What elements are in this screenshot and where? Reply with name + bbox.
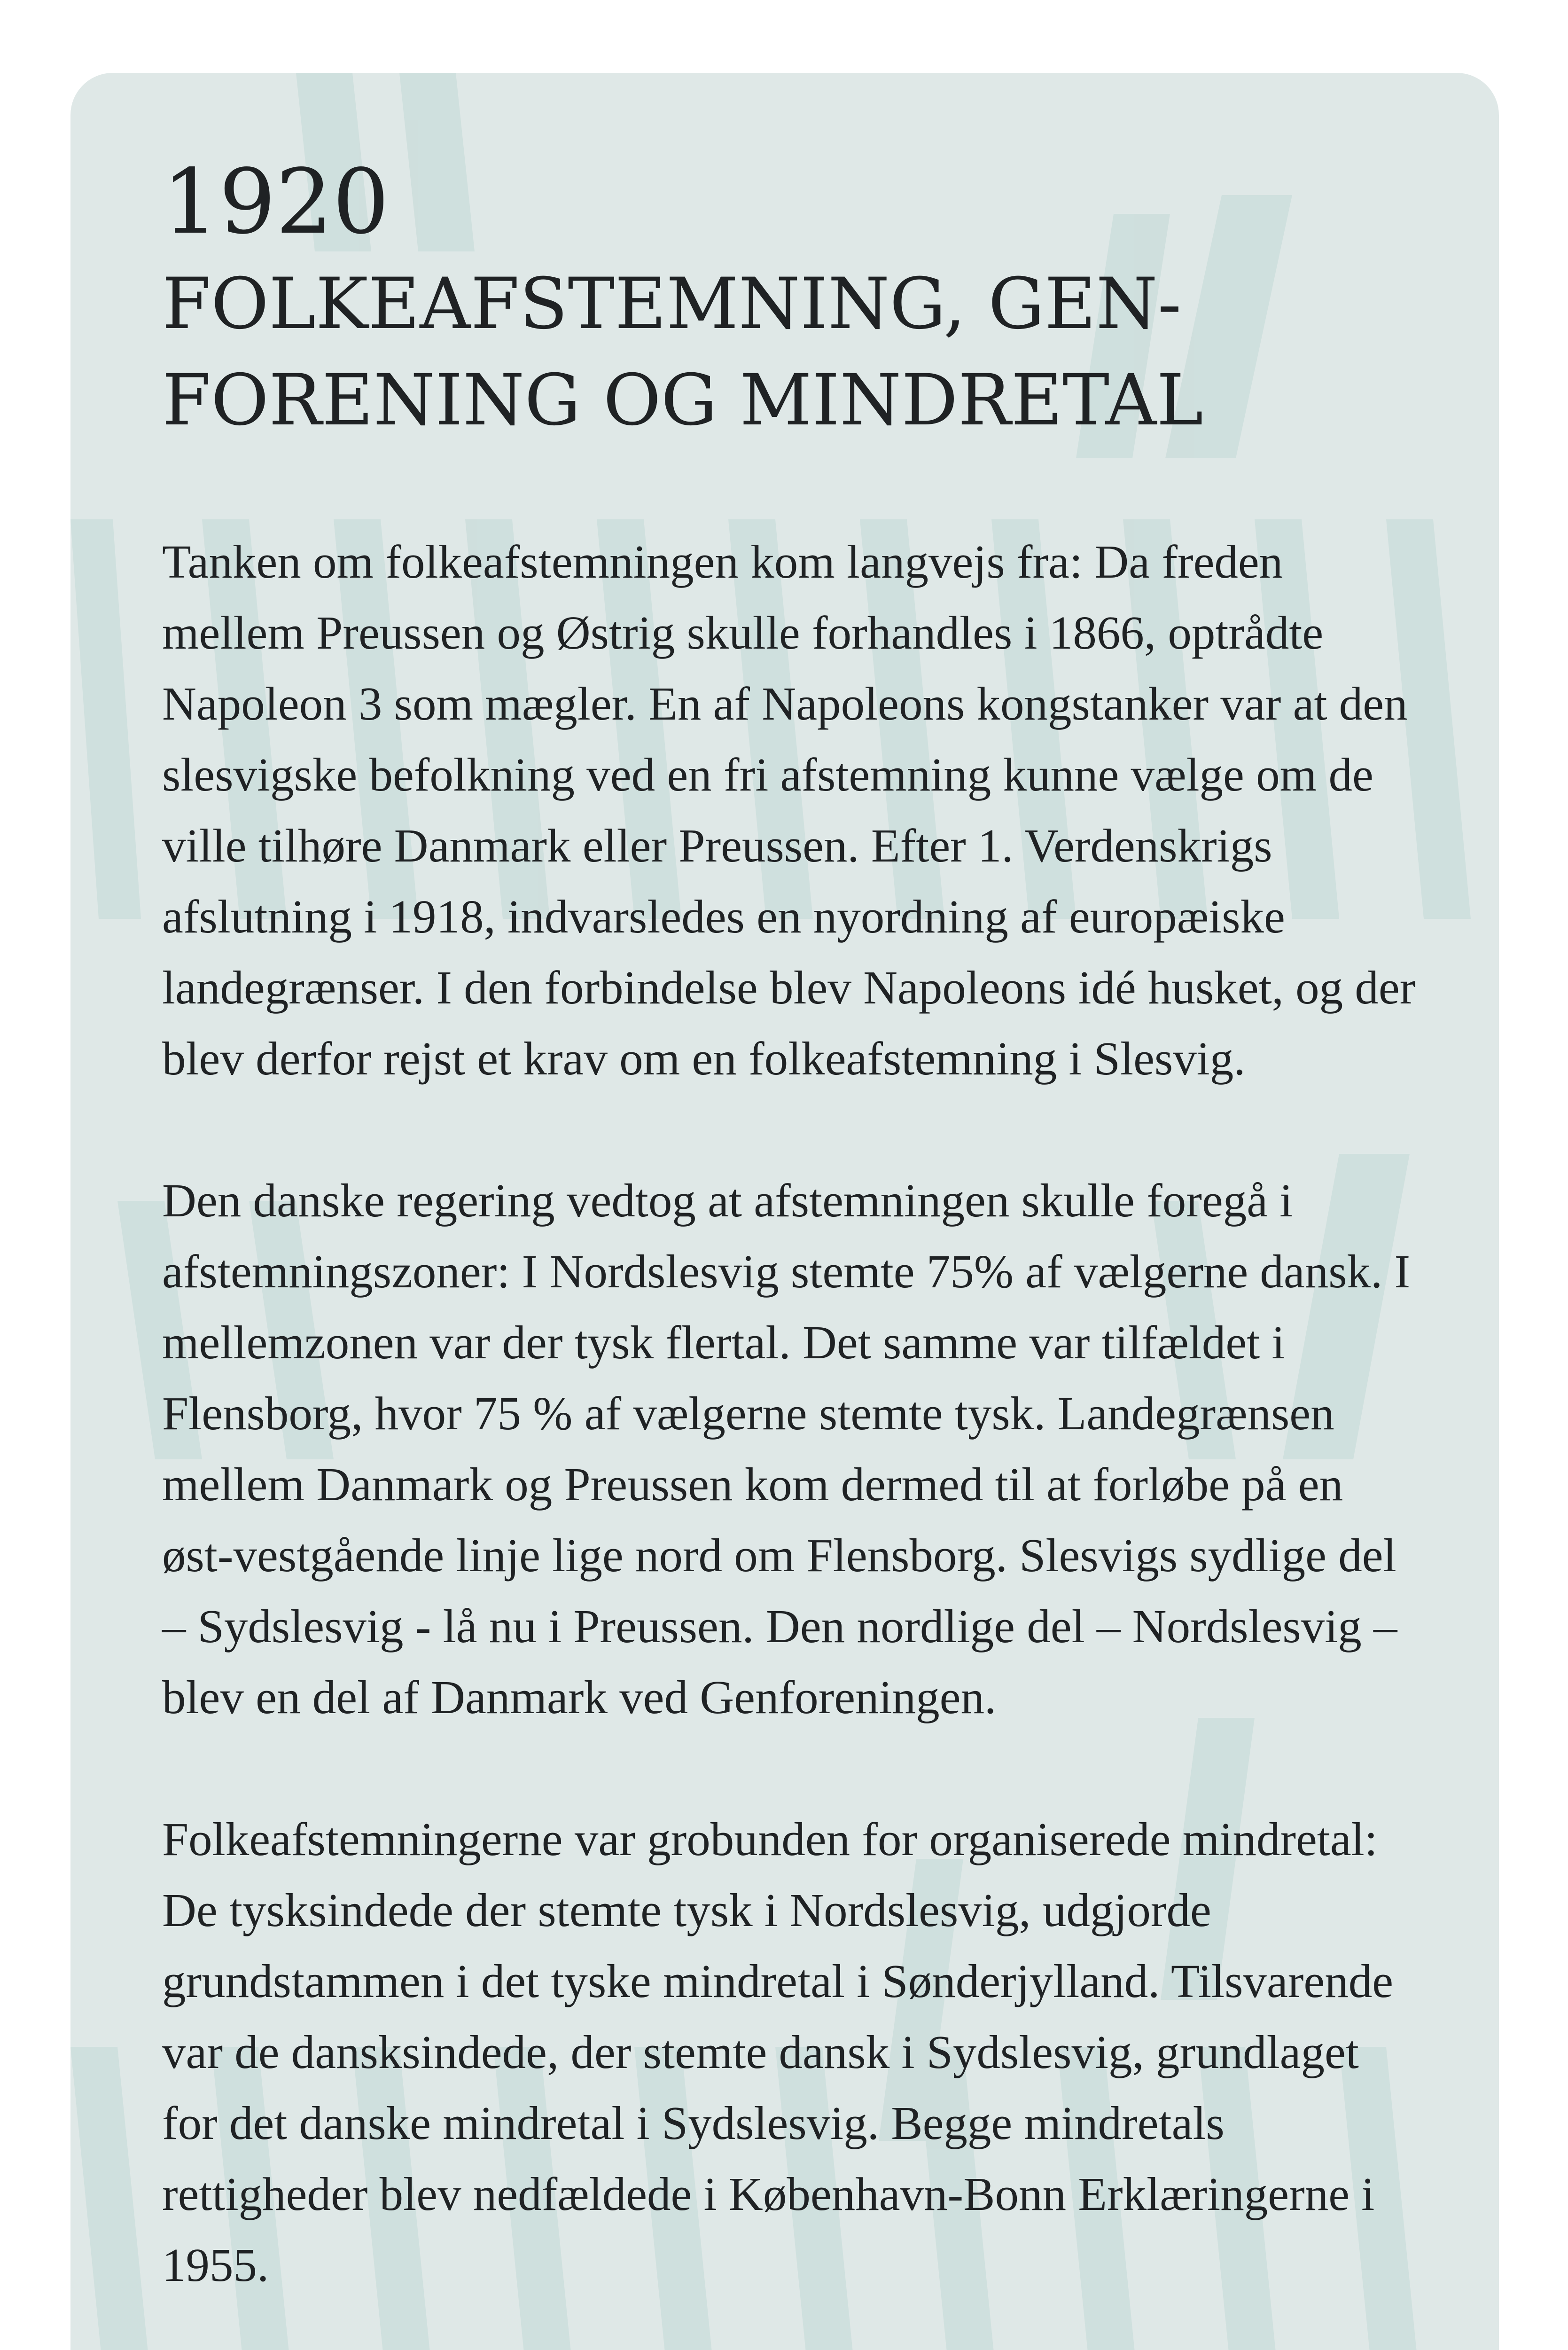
paragraph-1: Tanken om folkeafstemningen kom langvejs fra: Da freden mellem Preussen og Østrig skulle forhandles i 1866, optrådte Napoleon 3 som mægler. En af Napoleons kongstanker var at den slesvigske befolkning ved en fri afstemning kunne vælge om de ville tilhøre Danmark eller Preussen. Efter 1. Verdenskrigs afslutning i 1918, indvarsledes en nyordning af europæiske landegrænser. I den forbindelse blev Napoleons idé husket, og der blev derfor rejst et krav om en folkeafstemning i Slesvig.: [162, 535, 1416, 1085]
section-title: FOLKEAFSTEMNING, GEN-FORENING OG MINDRETAL: [162, 263, 1203, 441]
card-content: [162, 148, 1431, 2350]
year-heading: 1920: [162, 150, 390, 254]
paragraph-3: Folkeafstemningerne var grobunden for organiserede mindretal: De tysksindede der stemte tysk i Nordslesvig, udgjorde grundstammen i det tyske mindretal i Sønderjylland. Tilsvarende var de dansksindede, der stemte dansk i Sydslesvig, grundlaget for det danske mindretal i Sydslesvig. Begge mindretals rettigheder blev nedfældede i København-Bonn Erklæringerne i 1955.: [162, 1813, 1394, 2291]
timeline-card: [70, 73, 1499, 2350]
paragraph-2: Den danske regering vedtog at afstemningen skulle foregå i afstemningszoner: I Nordslesvig stemte 75% af vælgerne dansk. I mellemzonen var der tysk flertal. Det samme var tilfældet i Flensborg, hvor 75 % af vælgerne stemte tysk. Landegrænsen mellem Danmark og Preussen kom dermed til at forløbe på en øst-vestgående linje lige nord om Flensborg. Slesvigs sydlige del – Sydslesvig - lå nu i Preussen. Den nordlige del – Nordslesvig – blev en del af Danmark ved Genforeningen.: [162, 1174, 1411, 1723]
